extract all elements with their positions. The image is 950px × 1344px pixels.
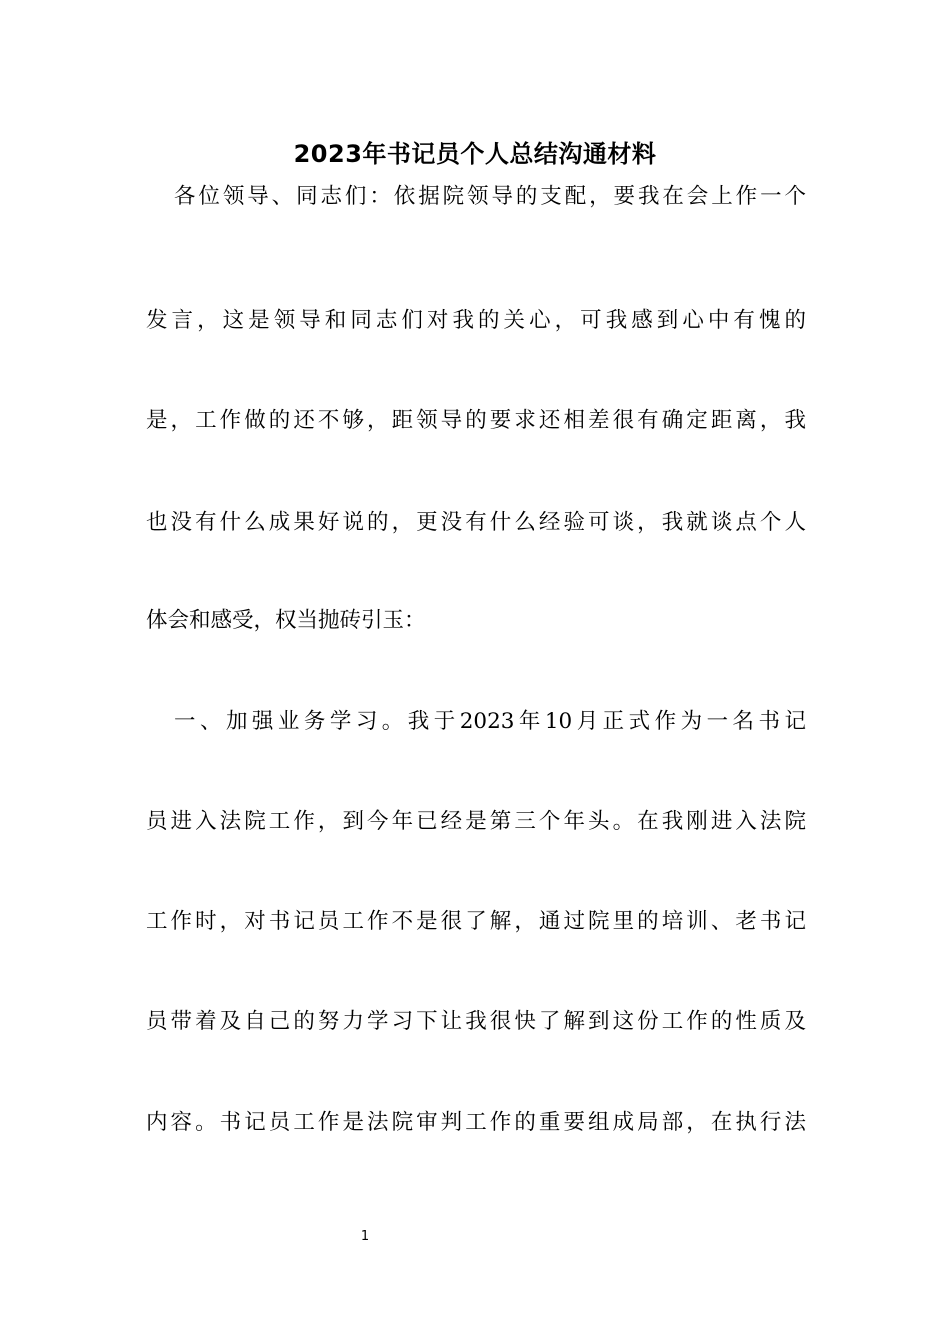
paragraph-line: 员进入法院工作，到今年已经是第三个年头。在我刚进入法院 — [146, 809, 806, 834]
paragraph-line: 员带着及自己的努力学习下让我很快了解到这份工作的性质及 — [146, 1009, 806, 1034]
paragraph-line: 发言，这是领导和同志们对我的关心，可我感到心中有愧的 — [146, 308, 806, 333]
paragraph-line: 体会和感受，权当抛砖引玉： — [146, 608, 426, 633]
paragraph-line: 内容。书记员工作是法院审判工作的重要组成局部，在执行法 — [146, 1110, 806, 1135]
paragraph-line: 一、加强业务学习。我于2023年10月正式作为一名书记 — [174, 709, 806, 734]
paragraph-line: 也没有什么成果好说的，更没有什么经验可谈，我就谈点个人 — [146, 510, 806, 535]
page-title: 2023年书记员个人总结沟通材料 — [293, 140, 657, 168]
paragraph-line: 是，工作做的还不够，距领导的要求还相差很有确定距离，我 — [146, 408, 806, 433]
paragraph-line: 各位领导、同志们：依据院领导的支配，要我在会上作一个 — [174, 184, 806, 209]
page-number: 1 — [360, 1229, 370, 1244]
paragraph-line: 工作时，对书记员工作不是很了解，通过院里的培训、老书记 — [146, 909, 806, 934]
